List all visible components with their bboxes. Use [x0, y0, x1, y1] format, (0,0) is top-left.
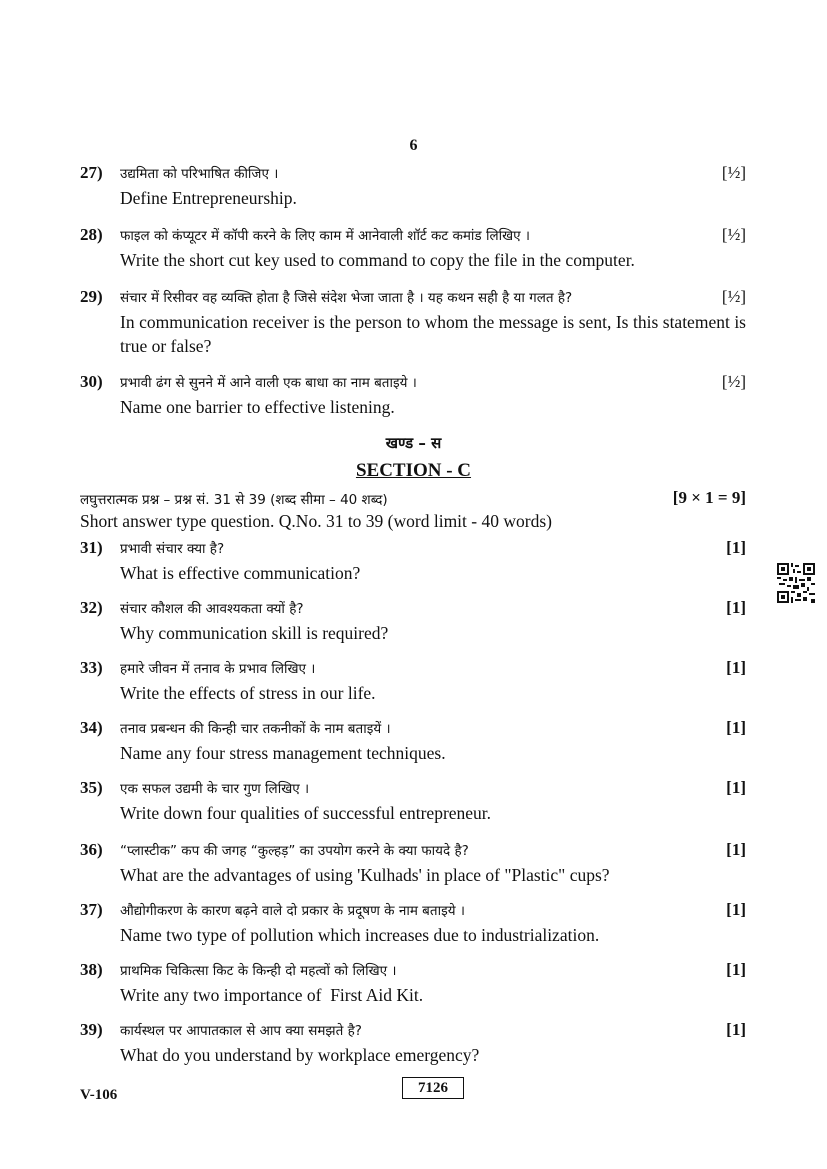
- question-text-hindi: उद्यमिता को परिभाषित कीजिए ।: [120, 166, 279, 182]
- question-27: [80, 163, 746, 213]
- page-box-number: 7126: [402, 1077, 464, 1099]
- question-29: [80, 287, 746, 361]
- question-number: 29): [80, 287, 103, 306]
- question-number: 38): [80, 960, 103, 979]
- question-text-hindi: कार्यस्थल पर आपातकाल से आप क्या समझते है?: [120, 1023, 362, 1039]
- question-number: 37): [80, 900, 103, 919]
- question-text-english: Name any four stress management techniques.: [120, 743, 446, 763]
- question-38: [80, 960, 746, 1010]
- page-number: 6: [409, 137, 418, 154]
- paper-code: V-106: [80, 1087, 118, 1103]
- question-text-hindi: प्राथमिक चिकित्सा किट के किन्ही दो महत्वों को लिखिए ।: [120, 963, 397, 979]
- question-text-hindi: हमारे जीवन में तनाव के प्रभाव लिखिए ।: [120, 661, 316, 677]
- question-36: [80, 840, 746, 890]
- question-text-hindi: संचार कौशल की आवश्यकता क्यों है?: [120, 601, 304, 617]
- question-32: [80, 598, 746, 648]
- question-text-hindi: प्रभावी ढंग से सुनने में आने वाली एक बाधा का नाम बताइये ।: [120, 375, 417, 391]
- question-text-english: What are the advantages of using 'Kulhads' in place of "Plastic" cups?: [120, 865, 610, 885]
- question-text-english: Why communication skill is required?: [120, 623, 389, 643]
- question-marks: [1]: [726, 960, 746, 979]
- question-34: [80, 718, 746, 768]
- section-instruction-english: Short answer type question. Q.No. 31 to 39 (word limit - 40 words): [80, 511, 552, 531]
- question-marks: [1]: [726, 900, 746, 919]
- question-28: [80, 225, 746, 275]
- question-number: 34): [80, 718, 103, 737]
- section-title-hindi: खण्ड – स: [385, 434, 442, 452]
- question-marks: [1]: [726, 718, 746, 737]
- question-marks: [1]: [726, 598, 746, 617]
- question-35: [80, 778, 746, 828]
- question-marks: [1]: [726, 778, 746, 797]
- question-text-english: Write down four qualities of successful entrepreneur.: [120, 803, 492, 823]
- question-marks: [1]: [726, 840, 746, 859]
- question-text-hindi: संचार में रिसीवर वह व्यक्ति होता है जिसे संदेश भेजा जाता है । यह कथन सही है या गलत है?: [120, 290, 573, 306]
- question-number: 36): [80, 840, 103, 859]
- question-text-english: In communication receiver is the person to whom the message is sent, Is this statement is true or false?: [120, 312, 746, 356]
- question-text-english: Name one barrier to effective listening.: [120, 397, 395, 417]
- question-text-english: Name two type of pollution which increases due to industrialization.: [120, 925, 600, 945]
- question-marks: [1]: [726, 1020, 746, 1039]
- question-text-hindi: “प्लास्टीक” कप की जगह “कुल्हड़” का उपयोग करने के क्या फायदे है?: [120, 843, 469, 859]
- question-30: [80, 372, 746, 422]
- question-text-english: Write the short cut key used to command to copy the file in the computer.: [120, 250, 635, 270]
- qr-code-icon: [777, 563, 815, 603]
- question-number: 35): [80, 778, 103, 797]
- question-text-hindi: प्रभावी संचार क्या है?: [120, 541, 225, 557]
- question-37: [80, 900, 746, 950]
- question-marks: [1]: [726, 538, 746, 557]
- question-text-english: Write the effects of stress in our life.: [120, 683, 376, 703]
- question-text-hindi: तनाव प्रबन्धन की किन्ही चार तकनीकों के नाम बताइयें ।: [120, 721, 391, 737]
- question-marks: [1]: [726, 658, 746, 677]
- question-text-english: Write any two importance of First Aid Kit.: [120, 985, 424, 1005]
- section-title-english: SECTION - C: [355, 460, 472, 481]
- question-number: 32): [80, 598, 103, 617]
- question-number: 31): [80, 538, 103, 557]
- question-number: 39): [80, 1020, 103, 1039]
- question-33: [80, 658, 746, 708]
- question-31: [80, 538, 746, 588]
- section-marks: [9 × 1 = 9]: [672, 488, 746, 507]
- question-39: [80, 1020, 746, 1070]
- question-number: 33): [80, 658, 103, 677]
- question-marks: [½]: [721, 163, 746, 182]
- question-text-hindi: एक सफल उद्यमी के चार गुण लिखिए ।: [120, 781, 310, 797]
- question-marks: [½]: [721, 287, 746, 306]
- question-text-english: Define Entrepreneurship.: [120, 188, 297, 208]
- question-marks: [½]: [721, 225, 746, 244]
- question-number: 30): [80, 372, 103, 391]
- question-text-hindi: औद्योगीकरण के कारण बढ़ने वाले दो प्रकार के प्रदूषण के नाम बताइये ।: [120, 903, 465, 919]
- question-text-english: What is effective communication?: [120, 563, 361, 583]
- section-instruction-hindi: लघुत्तरात्मक प्रश्न – प्रश्न सं. 31 से 39 (शब्द सीमा – 40 शब्द): [80, 492, 388, 508]
- question-text-english: What do you understand by workplace emergency?: [120, 1045, 480, 1065]
- question-marks: [½]: [721, 372, 746, 391]
- question-text-hindi: फाइल को कंप्यूटर में कॉपी करने के लिए काम में आनेवाली शॉर्ट कट कमांड लिखिए ।: [120, 228, 531, 244]
- question-number: 27): [80, 163, 103, 182]
- question-number: 28): [80, 225, 103, 244]
